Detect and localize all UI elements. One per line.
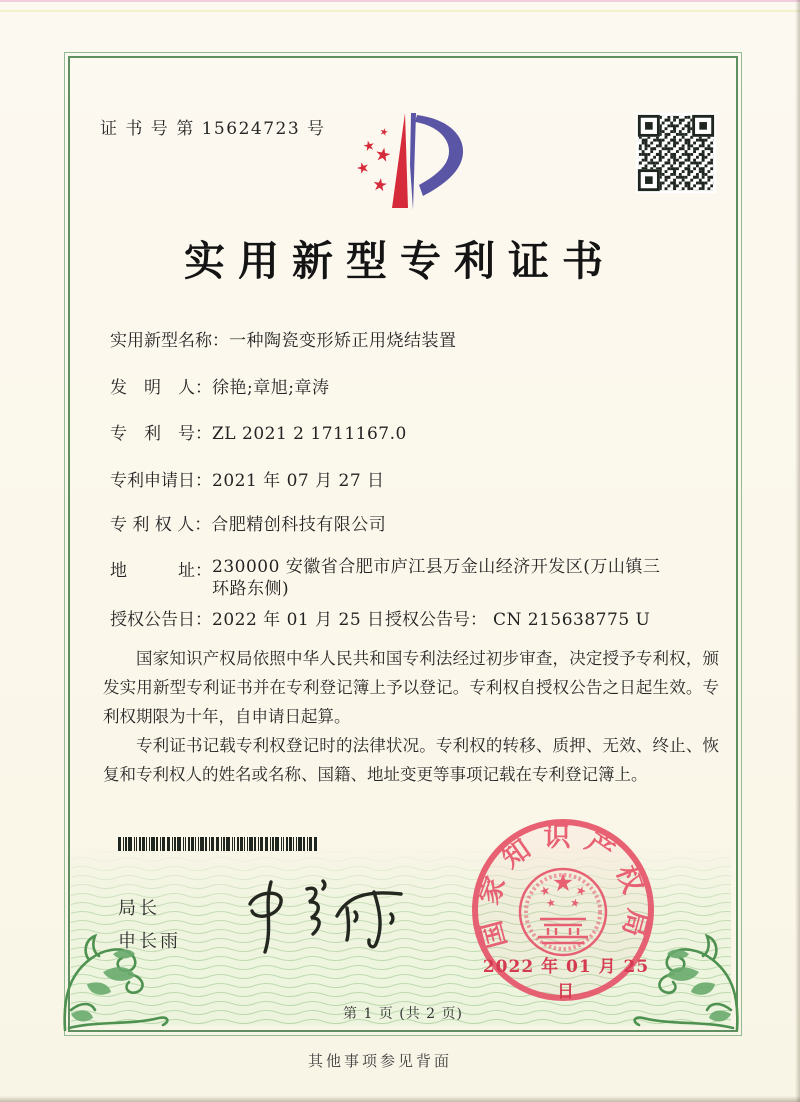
field-row-address [110,556,660,600]
page-indicator: 第 1 页 (共 2 页) [343,1006,463,1022]
field-label-filing-date: 专利申请日： [110,471,212,491]
certificate-number: 证 书 号 第 15624723 号 [100,119,326,139]
field-pair-grant-number [385,605,650,630]
legal-text-paragraph-2: 专利证书记载专利权登记时的法律状况。专利权的转移、质押、无效、终止、恢复和专利权人的姓名或名称、国籍、地址变更等事项记载在专利登记簿上。 [103,736,719,784]
seal-date: 2022 年 01 月 25 日 [482,957,650,1002]
barcode [118,837,317,851]
field-value-inventor: 徐艳;章旭;章涛 [212,378,330,398]
director-block [118,892,181,958]
director-name: 申长雨 [118,931,181,951]
scan-edge-top [0,0,800,2]
field-row-filing-date [110,466,385,491]
field-row-inventor [110,373,329,398]
field-row-patentee [110,510,386,535]
field-label-patent-number: 专 利 号： [110,424,212,444]
field-value-patent-number: ZL 2021 2 1711167.0 [212,424,407,444]
field-value-grant-number: CN 215638775 U [493,610,651,630]
field-row-utility-model-name [110,326,457,351]
legal-text-block [103,644,719,789]
seal-ring-text: 国家知识产权局 [472,821,654,952]
field-row-grant [110,605,651,630]
director-title: 局长 [118,898,160,918]
field-value-patentee: 合肥精创科技有限公司 [211,515,387,535]
field-label-grant-number: 授权公告号： [385,610,487,630]
field-value-filing-date: 2021 年 07 月 27 日 [212,471,385,491]
back-note: 其他事项参见背面 [307,1052,452,1070]
cnipa-logo [340,104,480,216]
scan-edge-top-2 [0,10,800,12]
legal-text-paragraph-1: 国家知识产权局依照中华人民共和国专利法经过初步审查，决定授予专利权，颁发实用新型专利证书并在专利登记簿上予以登记。专利权自授权公告之日起生效。专利权期限为十年，自申请日起算。 [103,649,719,726]
address-line-2: 环路东侧) [212,579,290,599]
field-label-inventor: 发 明 人： [110,378,212,398]
field-row-patent-number [110,419,407,444]
scan-edge-right [795,0,800,1102]
field-label-address: 地 址： [110,561,212,581]
field-label-name: 实用新型名称： [110,331,229,351]
field-value-name: 一种陶瓷变形矫正用烧结装置 [229,331,457,351]
field-value-grant-date: 2022 年 01 月 25 日 [212,610,385,630]
address-line-1: 230000 安徽省合肥市庐江县万金山经济开发区(万山镇三 [212,557,661,577]
qr-code [636,113,716,193]
scan-edge-bottom [0,1096,800,1102]
field-label-patentee: 专 利 权 人： [110,515,212,535]
field-label-grant-date: 授权公告日： [110,610,212,630]
director-signature-script [243,876,419,960]
certificate-title: 实用新型专利证书 [184,237,616,285]
field-value-address [212,556,660,600]
